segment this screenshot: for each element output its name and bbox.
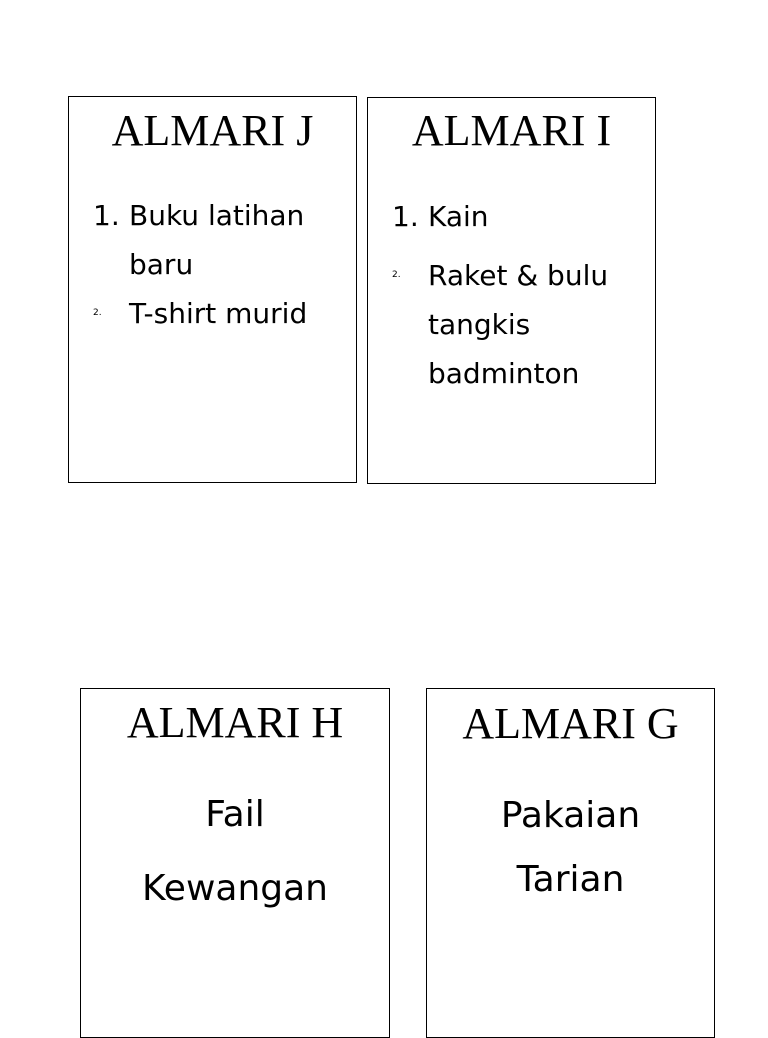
item-text: T-shirt murid (129, 297, 308, 330)
card-title: ALMARI J (111, 106, 314, 155)
card-almari-j (68, 96, 357, 483)
list-item (392, 192, 489, 241)
item-text: Buku latihan (129, 199, 305, 232)
card-text-line: Tarian (516, 859, 625, 900)
item-text: baru (129, 248, 194, 281)
item-number: 2. (93, 307, 102, 318)
item-text: tangkis (428, 308, 531, 341)
card-almari-h (80, 688, 390, 1038)
card-almari-i (367, 97, 656, 484)
card-title: ALMARI H (126, 698, 344, 747)
item-number: 1. (93, 199, 120, 232)
card-text-line: Pakaian (500, 795, 641, 836)
list-item (392, 251, 608, 302)
card-title: ALMARI I (411, 106, 612, 155)
item-text: Raket & bulu (428, 259, 609, 292)
card-text-line: Fail (205, 794, 265, 835)
item-number: 2. (392, 269, 401, 280)
list-item-continuation (428, 300, 530, 349)
item-text: badminton (428, 357, 580, 390)
list-item-continuation (129, 240, 193, 289)
list-item-continuation (428, 349, 579, 398)
item-number: 1. (392, 200, 419, 233)
card-almari-g (426, 688, 715, 1038)
item-text: Kain (428, 200, 489, 233)
list-item (93, 289, 307, 340)
card-title: ALMARI G (462, 699, 679, 748)
list-item (93, 191, 304, 240)
card-text-line: Kewangan (141, 868, 328, 909)
